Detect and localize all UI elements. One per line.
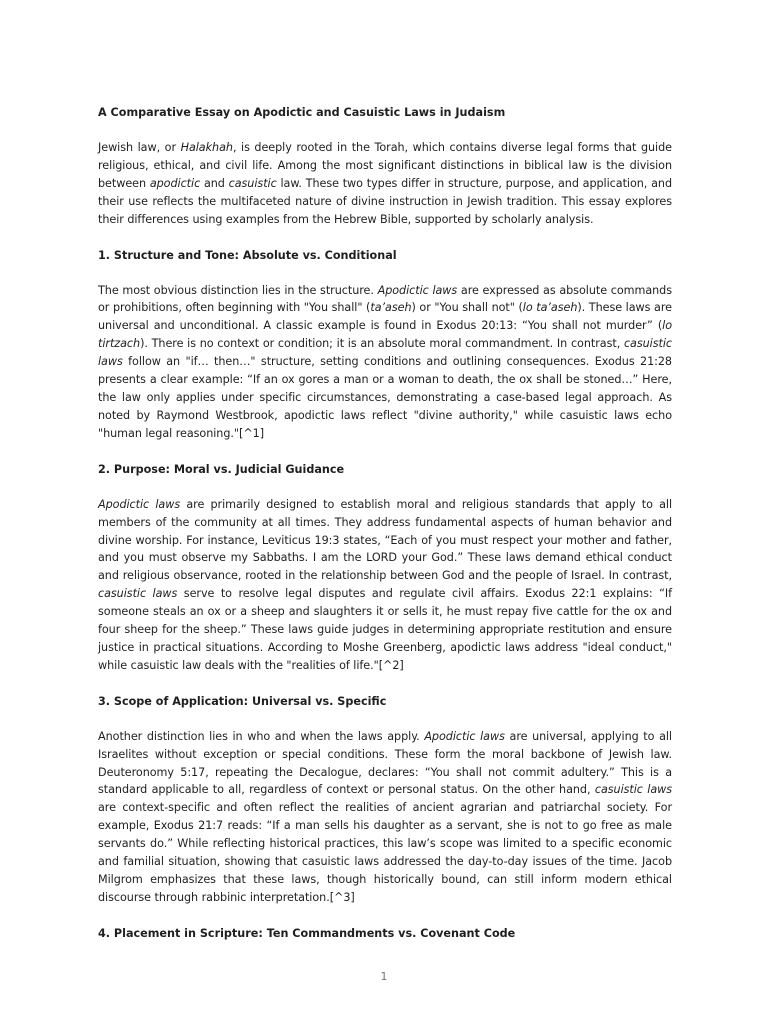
italic-term: lo tirtzach <box>98 319 672 351</box>
document-page <box>98 104 672 960</box>
section-2-body: Apodictic laws are primarily designed to establish moral and religious standards that apply to all members of the community at all times. They address fundamental aspects of human behavior and divine worship. For instance, Leviticus 19:3 states, “Each of you must respect your mother and father, and you must observe my Sabbaths. I am the LORD your God.” These laws demand ethical conduct and religious observance, rooted in the relationship between God and the people of Israel. In contrast, casuistic laws serve to resolve legal disputes and regulate civil affairs. Exodus 22:1 explains: “If someone steals an ox or a sheep and slaughters it or sells it, he must repay five cattle for the ox and four sheep for the sheep.” These laws guide judges in determining appropriate restitution and ensure justice in practical situations. According to Moshe Greenberg, apodictic laws address "ideal conduct," while casuistic law deals with the "realities of life."[^2] <box>98 497 673 672</box>
section-3-heading: 3. Scope of Application: Universal vs. Specific <box>98 694 387 708</box>
italic-term: Apodictic laws <box>377 283 458 297</box>
italic-term: casuistic laws <box>98 587 178 601</box>
italic-term: ta’aseh <box>370 301 412 315</box>
italic-term: apodictic <box>149 176 201 190</box>
document-title: A Comparative Essay on Apodictic and Casuistic Laws in Judaism <box>98 106 506 119</box>
section-1-body: The most obvious distinction lies in the structure. Apodictic laws are expressed as absolute commands or prohibitions, often beginning with "You shall" (ta’aseh) or "You shall not" (lo ta’aseh). These laws are universal and unconditional. A classic example is found in Exodus 20:13: “You shall not murder” (lo tirtzach). There is no context or condition; it is an absolute moral commandment. In contrast, casuistic laws follow an "if… then…" structure, setting conditions and outlining consequences. Exodus 21:28 presents a clear example: “If an ox gores a man or a woman to death, the ox shall be stoned…” Here, the law only applies under specific circumstances, demonstrating a case-based legal approach. As noted by Raymond Westbrook, apodictic laws reflect "divine authority," while casuistic laws echo "human legal reasoning."[^1] <box>98 283 672 440</box>
section-2-heading: 2. Purpose: Moral vs. Judicial Guidance <box>98 462 345 476</box>
intro-paragraph: Jewish law, or Halakhah, is deeply rooted in the Torah, which contains diverse legal forms that guide religious, ethical, and civil life. Among the most significant distinctions in biblical law is the division between apodictic and casuistic law. These two types differ in structure, purpose, and application, and their use reflects the multifaceted nature of divine instruction in Jewish tradition. This essay explores their differences using examples from the Hebrew Bible, supported by scholarly analysis. <box>98 141 672 226</box>
italic-term: casuistic <box>228 176 277 190</box>
italic-term: lo ta’aseh <box>522 301 578 315</box>
italic-term: casuistic laws <box>98 337 672 369</box>
italic-term: Halakhah <box>180 141 233 154</box>
page-number: 1 <box>380 970 388 983</box>
section-1-heading: 1. Structure and Tone: Absolute vs. Conditional <box>98 248 397 262</box>
italic-term: casuistic laws <box>594 783 673 797</box>
section-3-body: Another distinction lies in who and when the laws apply. Apodictic laws are universal, applying to all Israelites without exception or special conditions. These form the moral backbone of Jewish law. Deuteronomy 5:17, repeating the Decalogue, declares: “You shall not commit adultery.” This is a standard applicable to all, regardless of context or personal status. On the other hand, casuistic laws are context-specific and often reflect the realities of ancient agrarian and patriarchal society. For example, Exodus 21:7 reads: “If a man sells his daughter as a servant, she is not to go free as male servants do.” While reflecting historical practices, this law’s scope was limited to a specific economic and familial situation, showing that casuistic laws addressed the day-to-day issues of the time. Jacob Milgrom emphasizes that these laws, though historically bound, can still inform modern ethical discourse through rabbinic interpretation.[^3] <box>98 729 673 904</box>
section-4-heading: 4. Placement in Scripture: Ten Commandments vs. Covenant Code <box>98 926 516 940</box>
italic-term: Apodictic laws <box>424 729 505 743</box>
italic-term: Apodictic laws <box>98 497 181 511</box>
